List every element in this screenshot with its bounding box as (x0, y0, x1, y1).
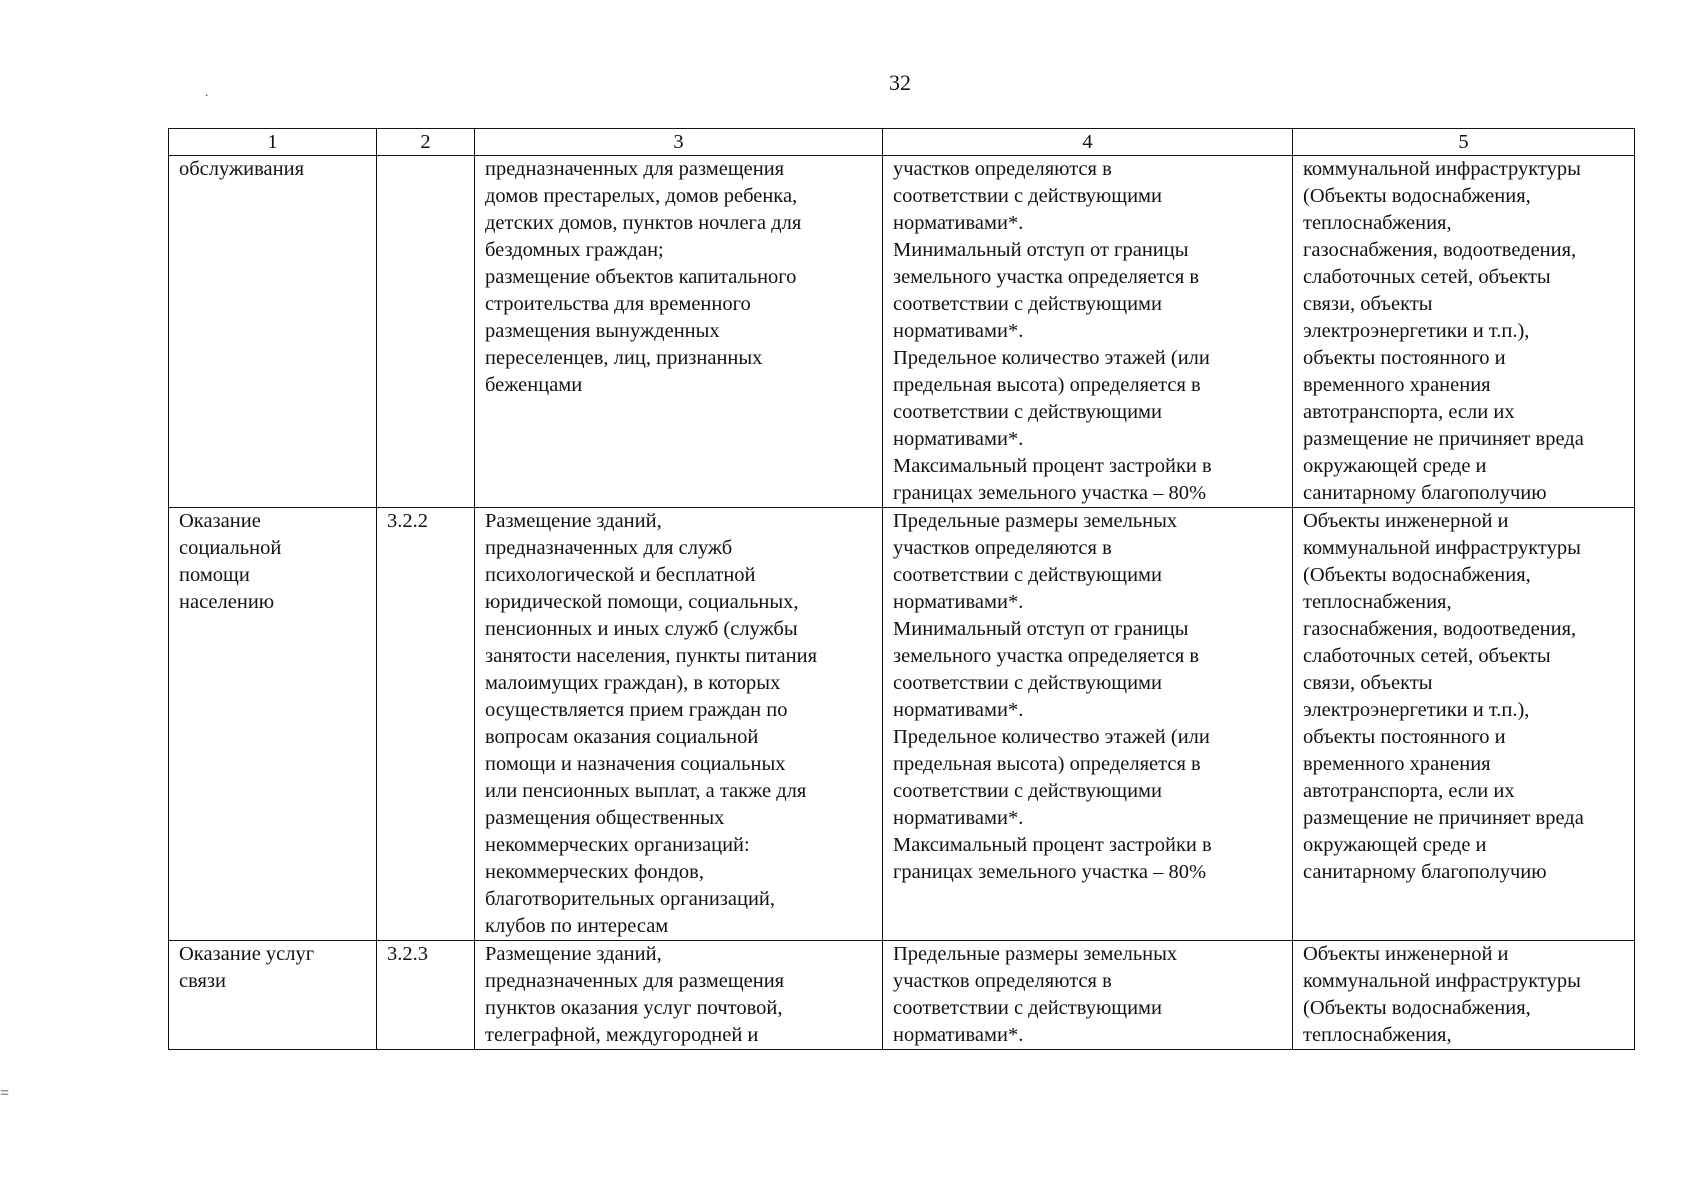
cell-text-line: 3.2.2 (387, 510, 428, 532)
parameters-cell (883, 508, 1293, 941)
regulations-table (168, 128, 1635, 1050)
cell-text-line: теплоснабжения, (1303, 212, 1452, 234)
cell-text-line: временного хранения (1303, 374, 1491, 396)
use-code-cell (377, 156, 475, 508)
cell-text-line: Оказание (179, 510, 261, 532)
cell-text-line: юридической помощи, социальных, (485, 591, 799, 613)
cell-text-line: нормативами*. (893, 591, 1024, 613)
table-row (169, 508, 1635, 941)
cell-text-line: предназначенных для размещения (485, 158, 785, 180)
cell-text-line: некоммерческих фондов, (485, 861, 704, 883)
cell-text-line: Объекты инженерной и (1303, 943, 1509, 965)
use-name-cell (169, 156, 377, 508)
cell-text-line: теплоснабжения, (1303, 1024, 1452, 1046)
cell-text-line: газоснабжения, водоотведения, (1303, 618, 1577, 640)
cell-text-line: размещения вынужденных (485, 320, 720, 342)
cell-text-line: соответствии с действующими (893, 401, 1162, 423)
cell-text-line: электроэнергетики и т.п.), (1303, 320, 1530, 342)
cell-text-line: обслуживания (179, 158, 305, 180)
cell-text-line: Размещение зданий, (485, 943, 662, 965)
table-body (169, 156, 1635, 1050)
cell-text-line: участков определяются в (893, 158, 1112, 180)
cell-text-line: помощи и назначения социальных (485, 753, 786, 775)
use-code-cell (377, 508, 475, 941)
cell-text-line: коммунальной инфраструктуры (1303, 537, 1581, 559)
cell-text-line: психологической и бесплатной (485, 564, 756, 586)
column-header-5: 5 (1293, 129, 1635, 156)
cell-text-line: предназначенных для служб (485, 537, 733, 559)
auxiliary-uses-cell (1293, 508, 1635, 941)
cell-text-line: связи, объекты (1303, 293, 1433, 315)
cell-text-line: пунктов оказания услуг почтовой, (485, 997, 783, 1019)
cell-text-line: занятости населения, пункты питания (485, 645, 818, 667)
cell-text-line: беженцами (485, 374, 583, 396)
cell-text-line: нормативами*. (893, 428, 1024, 450)
auxiliary-uses-cell (1293, 156, 1635, 508)
cell-text-line: некоммерческих организаций: (485, 834, 750, 856)
cell-text-line: Максимальный процент застройки в (893, 455, 1212, 477)
cell-text-line: переселенцев, лиц, признанных (485, 347, 763, 369)
cell-text-line: нормативами*. (893, 699, 1024, 721)
cell-text-line: нормативами*. (893, 1024, 1024, 1046)
cell-text-line: Предельные размеры земельных (893, 510, 1178, 532)
cell-text-line: автотранспорта, если их (1303, 401, 1515, 423)
cell-text-line: санитарному благополучию (1303, 861, 1547, 883)
cell-text-line: социальной (179, 537, 282, 559)
cell-text-line: электроэнергетики и т.п.), (1303, 699, 1530, 721)
cell-text-line: строительства для временного (485, 293, 751, 315)
cell-text-line: автотранспорта, если их (1303, 780, 1515, 802)
cell-text-line: теплоснабжения, (1303, 591, 1452, 613)
table-row (169, 156, 1635, 508)
use-name-cell (169, 508, 377, 941)
cell-text-line: соответствии с действующими (893, 564, 1162, 586)
cell-text-line: Минимальный отступ от границы (893, 618, 1189, 640)
cell-text-line: окружающей среде и (1303, 834, 1487, 856)
cell-text-line: нормативами*. (893, 212, 1024, 234)
column-header-1: 1 (169, 129, 377, 156)
use-code-cell (377, 941, 475, 1050)
cell-text-line: слаботочных сетей, объекты (1303, 266, 1551, 288)
cell-text-line: слаботочных сетей, объекты (1303, 645, 1551, 667)
cell-text-line: Оказание услуг (179, 943, 315, 965)
cell-text-line: связи (179, 970, 227, 992)
parameters-cell (883, 941, 1293, 1050)
cell-text-line: осуществляется прием граждан по (485, 699, 788, 721)
column-header-2: 2 (377, 129, 475, 156)
cell-text-line: соответствии с действующими (893, 997, 1162, 1019)
cell-text-line: малоимущих граждан), в которых (485, 672, 781, 694)
cell-text-line: объекты постоянного и (1303, 347, 1506, 369)
cell-text-line: связи, объекты (1303, 672, 1433, 694)
cell-text-line: (Объекты водоснабжения, (1303, 564, 1531, 586)
cell-text-line: окружающей среде и (1303, 455, 1487, 477)
cell-text-line: Предельное количество этажей (или (893, 726, 1210, 748)
cell-text-line: (Объекты водоснабжения, (1303, 185, 1531, 207)
table-header-row (169, 129, 1635, 156)
cell-text-line: земельного участка определяется в (893, 266, 1200, 288)
corner-mark: . (205, 85, 209, 100)
cell-text-line: размещения общественных (485, 807, 725, 829)
parameters-cell (883, 156, 1293, 508)
cell-text-line: бездомных граждан; (485, 239, 664, 261)
cell-text-line: домов престарелых, домов ребенка, (485, 185, 798, 207)
cell-text-line: коммунальной инфраструктуры (1303, 158, 1581, 180)
cell-text-line: предельная высота) определяется в (893, 374, 1201, 396)
cell-text-line: Минимальный отступ от границы (893, 239, 1189, 261)
cell-text-line: Объекты инженерной и (1303, 510, 1509, 532)
cell-text-line: соответствии с действующими (893, 780, 1162, 802)
cell-text-line: временного хранения (1303, 753, 1491, 775)
cell-text-line: нормативами*. (893, 807, 1024, 829)
cell-text-line: соответствии с действующими (893, 185, 1162, 207)
column-header-3: 3 (475, 129, 883, 156)
cell-text-line: Максимальный процент застройки в (893, 834, 1212, 856)
cell-text-line: Размещение зданий, (485, 510, 662, 532)
cell-text-line: помощи (179, 564, 250, 586)
cell-text-line: размещение не причиняет вреда (1303, 428, 1584, 450)
cell-text-line: или пенсионных выплат, а также для (485, 780, 807, 802)
cell-text-line: размещение не причиняет вреда (1303, 807, 1584, 829)
cell-text-line: объекты постоянного и (1303, 726, 1506, 748)
cell-text-line: размещение объектов капитального (485, 266, 797, 288)
cell-text-line: соответствии с действующими (893, 672, 1162, 694)
cell-text-line: детских домов, пунктов ночлега для (485, 212, 802, 234)
cell-text-line: Предельное количество этажей (или (893, 347, 1210, 369)
edge-mark: = (0, 1085, 10, 1102)
use-description-cell (475, 156, 883, 508)
cell-text-line: клубов по интересам (485, 915, 669, 937)
cell-text-line: 3.2.3 (387, 943, 428, 965)
cell-text-line: санитарному благополучию (1303, 482, 1547, 504)
cell-text-line: благотворительных организаций, (485, 888, 776, 910)
cell-text-line: участков определяются в (893, 970, 1112, 992)
column-header-4: 4 (883, 129, 1293, 156)
cell-text-line: Предельные размеры земельных (893, 943, 1178, 965)
cell-text-line: вопросам оказания социальной (485, 726, 759, 748)
cell-text-line: населению (179, 591, 275, 613)
cell-text-line: пенсионных и иных служб (службы (485, 618, 798, 640)
table-row (169, 941, 1635, 1050)
cell-text-line: нормативами*. (893, 320, 1024, 342)
cell-text-line: соответствии с действующими (893, 293, 1162, 315)
cell-text-line: коммунальной инфраструктуры (1303, 970, 1581, 992)
cell-text-line: границах земельного участка – 80% (893, 482, 1207, 504)
cell-text-line: предельная высота) определяется в (893, 753, 1201, 775)
cell-text-line: участков определяются в (893, 537, 1112, 559)
auxiliary-uses-cell (1293, 941, 1635, 1050)
cell-text-line: (Объекты водоснабжения, (1303, 997, 1531, 1019)
cell-text-line: телеграфной, междугородней и (485, 1024, 759, 1046)
use-description-cell (475, 508, 883, 941)
use-name-cell (169, 941, 377, 1050)
use-description-cell (475, 941, 883, 1050)
cell-text-line: предназначенных для размещения (485, 970, 785, 992)
cell-text-line: границах земельного участка – 80% (893, 861, 1207, 883)
cell-text-line: земельного участка определяется в (893, 645, 1200, 667)
page-number: 32 (889, 70, 911, 95)
cell-text-line: газоснабжения, водоотведения, (1303, 239, 1577, 261)
